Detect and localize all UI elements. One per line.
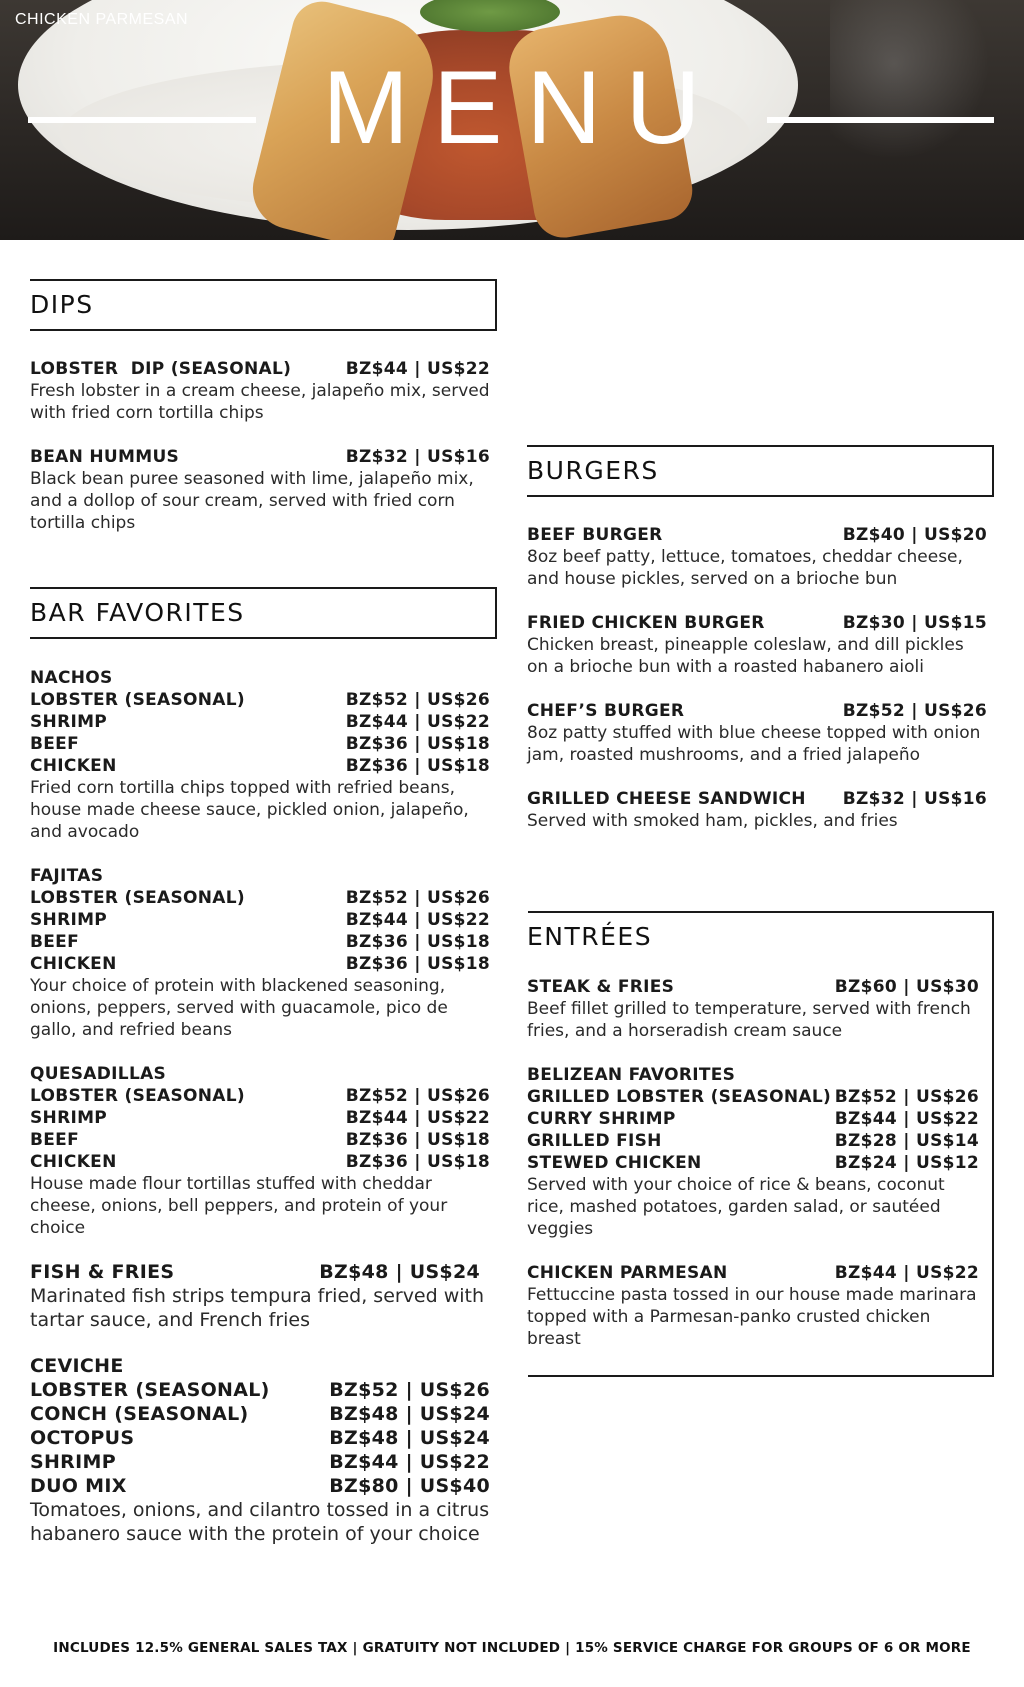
item-desc: Served with your choice of rice & beans, coconut rice, mashed potatoes, garden salad, or sautéed veggies <box>527 1175 945 1239</box>
option-name: LOBSTER (SEASONAL) <box>30 1086 245 1106</box>
item-name: STEAK & FRIES <box>527 977 675 997</box>
item-price: BZ$44 | US$22 <box>345 359 490 379</box>
parmesan-item <box>527 1262 979 1350</box>
dips-title: DIPS <box>30 290 94 319</box>
ceviche-item <box>30 1354 490 1546</box>
item-desc: Marinated fish strips tempura fried, served with tartar sauce, and French fries <box>30 1285 485 1331</box>
menu-item <box>30 358 490 424</box>
option-price: BZ$80 | US$40 <box>329 1475 490 1497</box>
option-price: BZ$36 | US$18 <box>345 1130 490 1150</box>
item-price: BZ$48 | US$24 <box>319 1261 480 1283</box>
item-name: LOBSTER DIP (SEASONAL) <box>30 359 292 379</box>
item-price: BZ$32 | US$16 <box>345 447 490 467</box>
item-name: NACHOS <box>30 668 113 688</box>
option-name: LOBSTER (SEASONAL) <box>30 888 245 908</box>
option-price: BZ$44 | US$22 <box>345 910 490 930</box>
hero-line-right <box>767 117 994 123</box>
option-price: BZ$24 | US$12 <box>834 1153 979 1173</box>
item-desc: Chicken breast, pineapple coleslaw, and dill pickles on a brioche bun with a roasted habanero aioli <box>527 635 964 677</box>
footer-note: INCLUDES 12.5% GENERAL SALES TAX | GRATUITY NOT INCLUDED | 15% SERVICE CHARGE FOR GROUPS OF 6 OR MORE <box>53 1640 971 1656</box>
option-name: SHRIMP <box>30 910 108 930</box>
item-desc: Served with smoked ham, pickles, and fries <box>527 811 898 831</box>
belizean-item <box>527 1064 979 1240</box>
item-desc: Tomatoes, onions, and cilantro tossed in a citrus habanero sauce with the protein of your choice <box>30 1499 490 1545</box>
option-price: BZ$48 | US$24 <box>329 1403 490 1425</box>
item-desc: Beef fillet grilled to temperature, served with french fries, and a horseradish cream sauce <box>527 999 971 1041</box>
item-name: GRILLED CHEESE SANDWICH <box>527 789 806 809</box>
item-name: BEEF BURGER <box>527 525 663 545</box>
option-price: BZ$44 | US$22 <box>345 712 490 732</box>
option-price: BZ$52 | US$26 <box>345 1086 490 1106</box>
option-name: SHRIMP <box>30 1451 116 1473</box>
menu-item <box>30 446 490 534</box>
entrees-title: ENTRÉES <box>527 922 653 951</box>
item-desc: Fettuccine pasta tossed in our house made marinara topped with a Parmesan-panko crusted chicken breast <box>527 1285 977 1349</box>
item-desc: 8oz patty stuffed with blue cheese topped with onion jam, roasted mushrooms, and a fried jalapeño <box>527 723 981 765</box>
option-name: LOBSTER (SEASONAL) <box>30 690 245 710</box>
item-name: QUESADILLAS <box>30 1064 167 1084</box>
option-price: BZ$52 | US$26 <box>834 1087 979 1107</box>
item-name: FISH & FRIES <box>30 1261 175 1283</box>
bar-favorites-title: BAR FAVORITES <box>30 598 245 627</box>
entrees-list <box>527 976 979 1372</box>
option-price: BZ$44 | US$22 <box>329 1451 490 1473</box>
quesadillas-item <box>30 1063 490 1239</box>
option-name: STEWED CHICKEN <box>527 1153 702 1173</box>
option-price: BZ$36 | US$18 <box>345 1152 490 1172</box>
menu-title: MENU <box>322 50 725 166</box>
nachos-item <box>30 667 490 843</box>
option-price: BZ$44 | US$22 <box>345 1108 490 1128</box>
item-price: BZ$32 | US$16 <box>842 789 987 809</box>
item-price: BZ$60 | US$30 <box>834 977 979 997</box>
item-price: BZ$44 | US$22 <box>834 1263 979 1283</box>
hero-caption: CHICKEN PARMESAN <box>15 11 189 28</box>
menu-item <box>527 700 987 766</box>
dips-list <box>30 358 490 556</box>
item-name: CHEF’S BURGER <box>527 701 685 721</box>
option-name: DUO MIX <box>30 1475 127 1497</box>
option-name: BEEF <box>30 932 79 952</box>
item-name: BEAN HUMMUS <box>30 447 180 467</box>
option-name: SHRIMP <box>30 712 108 732</box>
option-price: BZ$52 | US$26 <box>345 690 490 710</box>
option-name: SHRIMP <box>30 1108 108 1128</box>
menu-item <box>527 612 987 678</box>
option-name: OCTOPUS <box>30 1427 135 1449</box>
option-price: BZ$48 | US$24 <box>329 1427 490 1449</box>
option-name: BEEF <box>30 734 79 754</box>
dips-header-box <box>30 279 497 331</box>
item-price: BZ$52 | US$26 <box>842 701 987 721</box>
menu-item <box>527 788 987 832</box>
option-name: GRILLED LOBSTER (SEASONAL) <box>527 1087 832 1107</box>
item-name: CHICKEN PARMESAN <box>527 1263 728 1283</box>
item-desc: Fried corn tortilla chips topped with refried beans, house made cheese sauce, pickled onion, jalapeño, and avocado <box>30 778 469 842</box>
hero-banner <box>0 0 1024 240</box>
item-desc: Black bean puree seasoned with lime, jalapeño mix, and a dollop of sour cream, served with fried corn tortilla chips <box>30 469 474 533</box>
item-price: BZ$30 | US$15 <box>842 613 987 633</box>
item-name: FAJITAS <box>30 866 104 886</box>
option-name: GRILLED FISH <box>527 1131 662 1151</box>
option-price: BZ$36 | US$18 <box>345 932 490 952</box>
item-name: CEVICHE <box>30 1355 124 1377</box>
steak-item <box>527 976 979 1042</box>
option-name: BEEF <box>30 1130 79 1150</box>
menu-item <box>527 524 987 590</box>
item-desc: Your choice of protein with blackened seasoning, onions, peppers, served with guacamole, pico de gallo, and refried beans <box>30 976 448 1040</box>
option-price: BZ$52 | US$26 <box>345 888 490 908</box>
option-price: BZ$36 | US$18 <box>345 756 490 776</box>
option-name: CHICKEN <box>30 756 117 776</box>
option-name: CHICKEN <box>30 1152 117 1172</box>
option-name: CONCH (SEASONAL) <box>30 1403 249 1425</box>
item-name: BELIZEAN FAVORITES <box>527 1065 736 1085</box>
option-name: CHICKEN <box>30 954 117 974</box>
option-price: BZ$36 | US$18 <box>345 734 490 754</box>
option-price: BZ$52 | US$26 <box>329 1379 490 1401</box>
item-desc: House made flour tortillas stuffed with cheddar cheese, onions, bell peppers, and protein of your choice <box>30 1174 448 1238</box>
item-desc: Fresh lobster in a cream cheese, jalapeño mix, served with fried corn tortilla chips <box>30 381 490 423</box>
option-price: BZ$44 | US$22 <box>834 1109 979 1129</box>
burgers-title: BURGERS <box>527 456 659 485</box>
bar-favorites-list <box>30 667 490 1568</box>
hero-line-left <box>28 117 256 123</box>
option-name: LOBSTER (SEASONAL) <box>30 1379 270 1401</box>
item-name: FRIED CHICKEN BURGER <box>527 613 765 633</box>
fish-fries-item <box>30 1260 490 1332</box>
item-desc: 8oz beef patty, lettuce, tomatoes, cheddar cheese, and house pickles, served on a brioche bun <box>527 547 963 589</box>
item-price: BZ$40 | US$20 <box>842 525 987 545</box>
burgers-list <box>527 524 987 854</box>
option-price: BZ$36 | US$18 <box>345 954 490 974</box>
fajitas-item <box>30 865 490 1041</box>
option-name: CURRY SHRIMP <box>527 1109 676 1129</box>
option-price: BZ$28 | US$14 <box>834 1131 979 1151</box>
